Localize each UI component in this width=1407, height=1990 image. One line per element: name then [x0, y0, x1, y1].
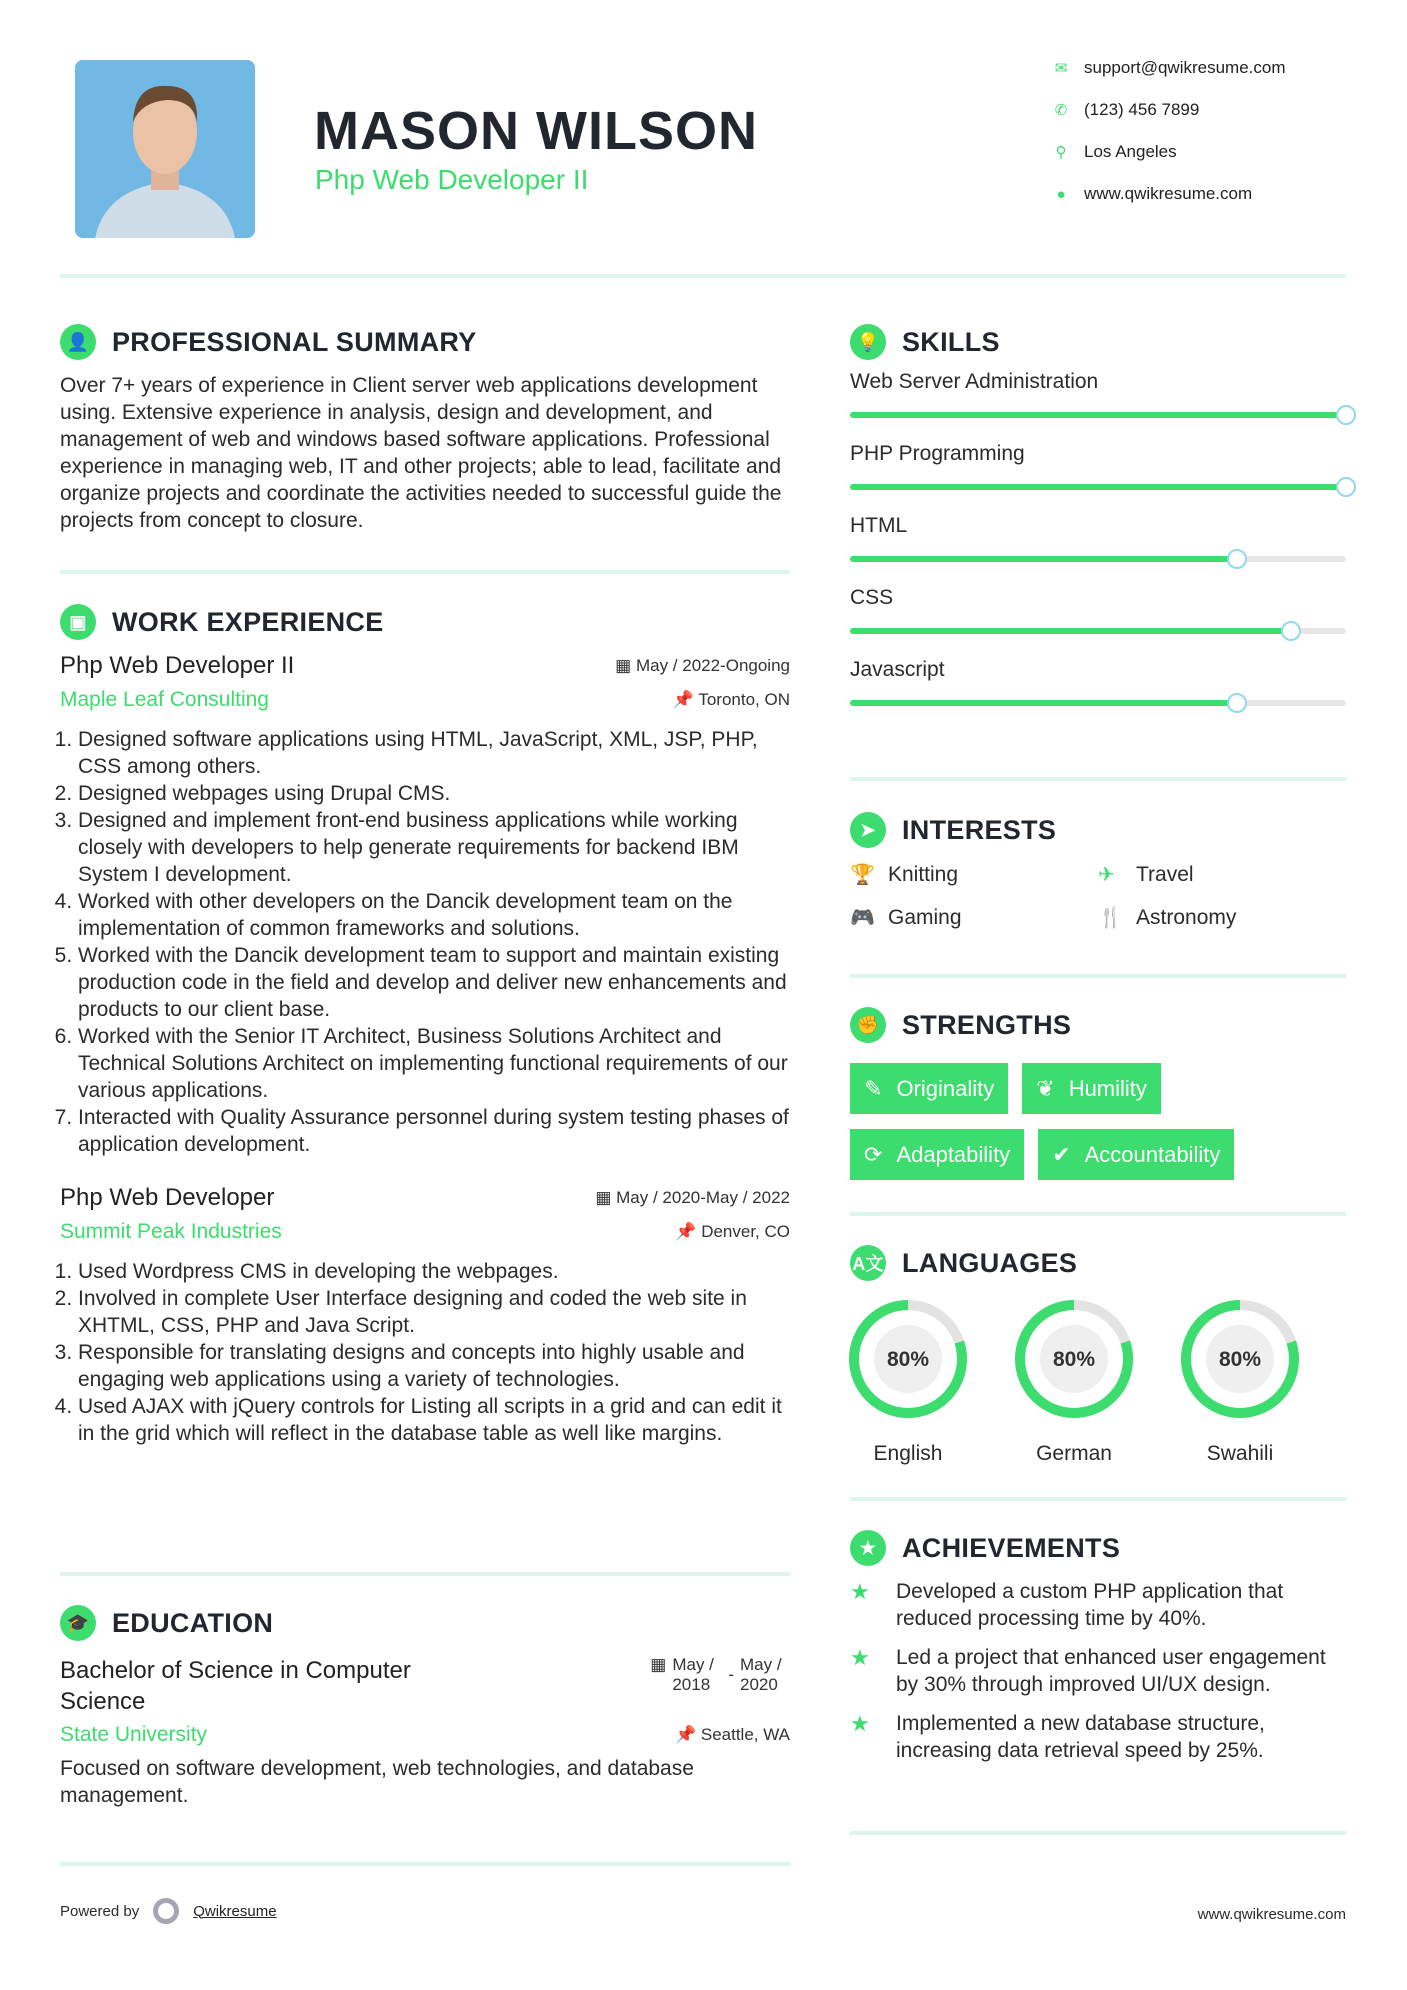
footer-powered	[60, 1898, 277, 1924]
education-heading-text: EDUCATION	[112, 1607, 274, 1638]
interest-item	[1098, 905, 1346, 930]
skill-item	[850, 586, 1346, 634]
list-item: 6. Worked with the Senior IT Architect, Business Solutions Architect and Technical Solutions Architect on implementing functional requirements of our various applications.	[78, 1023, 790, 1104]
paper-plane-icon: ➤	[850, 812, 886, 848]
divider	[60, 1572, 790, 1576]
skill-bar-knob	[1227, 549, 1247, 569]
leaf-icon: ❦	[1036, 1075, 1055, 1101]
language-item	[828, 1295, 988, 1466]
skill-name: HTML	[850, 514, 908, 537]
trophy-icon: 🏆	[850, 864, 875, 886]
language-ring	[1160, 1295, 1320, 1423]
lightbulb-icon: 💡	[850, 324, 886, 360]
contact-phone	[1052, 100, 1199, 120]
achievements-section	[850, 1530, 1346, 1764]
calendar-icon: ▦	[650, 1655, 667, 1674]
contact-location	[1052, 142, 1177, 162]
fist-icon: ✊	[850, 1007, 886, 1043]
language-percent: 80%	[1052, 1348, 1096, 1371]
globe-icon: ●	[1056, 185, 1066, 203]
gamepad-icon: 🎮	[850, 907, 875, 929]
divider	[850, 1831, 1346, 1835]
skill-name: PHP Programming	[850, 442, 1025, 465]
job-duties	[60, 1258, 790, 1447]
list-item: 1. Used Wordpress CMS in developing the webpages.	[78, 1258, 790, 1285]
star-icon: ★	[850, 1579, 870, 1604]
job-duties	[60, 726, 790, 1158]
skill-bar-fill	[850, 484, 1346, 490]
languages-heading	[850, 1245, 1346, 1281]
language-ring	[994, 1295, 1154, 1423]
language-name: Swahili	[1206, 1442, 1274, 1465]
skill-name: Web Server Administration	[850, 370, 1099, 393]
job-title: Php Web Developer II	[60, 652, 295, 679]
divider	[850, 1497, 1346, 1501]
education-end: May / 2020	[740, 1655, 782, 1694]
job-title: Php Web Developer	[60, 1184, 275, 1211]
skills-heading-text: SKILLS	[902, 326, 1000, 357]
degree-title: Bachelor of Science in Computer Science	[60, 1657, 411, 1715]
contact-email-text: support@qwikresume.com	[1084, 58, 1286, 77]
date-separator: -	[728, 1665, 734, 1684]
list-item: 2. Involved in complete User Interface designing and coded the web site in XHTML, CSS, PHP and Java Script.	[78, 1285, 790, 1339]
list-item: 3. Designed and implement front-end business applications while working closely with developers to help generate requirements for backend IBM System I development.	[78, 807, 790, 888]
pushpin-icon: 📌	[674, 1725, 701, 1744]
work-heading	[60, 604, 790, 640]
strength-badge	[850, 1129, 1024, 1180]
languages-section	[850, 1245, 1346, 1466]
interests-heading	[850, 812, 1346, 848]
divider	[850, 1212, 1346, 1216]
graduation-icon: 🎓	[60, 1605, 96, 1641]
divider	[850, 974, 1346, 978]
list-item: 4. Worked with other developers on the Dancik development team on the implementation of common frameworks and solutions.	[78, 888, 790, 942]
footer-website[interactable]: www.qwikresume.com	[1197, 1906, 1346, 1923]
list-item: 7. Interacted with Quality Assurance personnel during system testing phases of application development.	[78, 1104, 790, 1158]
translate-icon: A文	[850, 1245, 886, 1281]
skills-heading	[850, 324, 1346, 360]
calendar-icon: ▦	[595, 1188, 617, 1207]
strength-badge	[1022, 1063, 1161, 1114]
powered-by-text: Powered by	[60, 1902, 140, 1920]
divider	[60, 1862, 790, 1866]
star-badge-icon: ★	[850, 1530, 886, 1566]
strengths-heading	[850, 1007, 1346, 1043]
skill-bar-knob	[1336, 405, 1356, 425]
job-location	[673, 690, 790, 710]
school-name: State University	[60, 1723, 208, 1746]
achievement-item	[850, 1644, 1346, 1698]
qwikresume-logo-icon	[153, 1898, 179, 1924]
school-location	[675, 1725, 790, 1745]
languages-heading-text: LANGUAGES	[902, 1247, 1078, 1278]
strength-badge	[1038, 1129, 1234, 1180]
interest-item	[850, 862, 1098, 887]
profile-photo	[75, 60, 255, 238]
contact-phone-text: (123) 456 7899	[1084, 100, 1200, 119]
plane-icon: ✈	[1098, 864, 1115, 886]
contact-website-text: www.qwikresume.com	[1084, 184, 1253, 203]
interests-heading-text: INTERESTS	[902, 814, 1057, 845]
interest-label: Astronomy	[1136, 905, 1237, 929]
pencil-icon: ✎	[864, 1075, 883, 1101]
user-icon: 👤	[60, 324, 96, 360]
job-company: Summit Peak Industries	[60, 1220, 282, 1243]
skill-item	[850, 658, 1346, 706]
pushpin-icon: 📌	[675, 1222, 702, 1241]
job-date	[615, 656, 790, 676]
job-company: Maple Leaf Consulting	[60, 688, 269, 711]
education-dates	[650, 1655, 790, 1717]
list-item: 2. Designed webpages using Drupal CMS.	[78, 780, 790, 807]
job-date-text: May / 2022-Ongoing	[635, 656, 790, 675]
skill-name: CSS	[850, 586, 894, 609]
header-divider	[60, 274, 1346, 278]
list-item: 4. Used AJAX with jQuery controls for Listing all scripts in a grid and can edit it in the grid which will reflect in the database table as well like margins.	[78, 1393, 790, 1447]
map-pin-icon: ⚲	[1055, 144, 1067, 161]
language-percent: 80%	[886, 1348, 930, 1371]
divider	[850, 777, 1346, 781]
education-description: Focused on software development, web technologies, and database management.	[60, 1757, 694, 1807]
job-location-text: Toronto, ON	[698, 690, 790, 709]
skill-bar-fill	[850, 700, 1237, 706]
language-percent: 80%	[1218, 1348, 1262, 1371]
divider	[60, 570, 790, 574]
strengths-heading-text: STRENGTHS	[902, 1009, 1072, 1040]
language-item	[1160, 1295, 1320, 1466]
skill-bar-knob	[1336, 477, 1356, 497]
calendar-icon: ▦	[615, 656, 636, 675]
achievement-text: Implemented a new database structure, increasing data retrieval speed by 25%.	[896, 1712, 1265, 1762]
skill-bar	[850, 628, 1346, 634]
skill-item	[850, 442, 1346, 490]
candidate-title: Php Web Developer II	[315, 164, 589, 195]
skill-name: Javascript	[850, 658, 945, 681]
skill-bar	[850, 700, 1346, 706]
pushpin-icon: 📌	[672, 690, 699, 709]
skill-bar	[850, 484, 1346, 490]
utensils-icon: 🍴	[1098, 907, 1123, 929]
strength-badge	[850, 1063, 1008, 1114]
education-heading	[60, 1605, 790, 1641]
skill-bar-fill	[850, 556, 1237, 562]
candidate-name: MASON WILSON	[314, 101, 758, 161]
skill-bar	[850, 556, 1346, 562]
strength-label: Adaptability	[896, 1141, 1011, 1167]
language-name: English	[873, 1442, 943, 1465]
interest-item	[1098, 862, 1346, 887]
job-entry	[60, 652, 790, 1158]
star-icon: ★	[850, 1645, 870, 1670]
language-name: German	[1036, 1442, 1112, 1465]
education-start: May / 2018	[672, 1655, 714, 1694]
strength-label: Accountability	[1084, 1141, 1221, 1167]
skill-bar-fill	[850, 628, 1291, 634]
work-heading-text: WORK EXPERIENCE	[112, 606, 384, 637]
language-ring	[828, 1295, 988, 1423]
contact-email[interactable]	[1052, 58, 1286, 78]
interests-section	[850, 812, 1346, 930]
school-location-text: Seattle, WA	[700, 1725, 790, 1744]
phone-icon: ✆	[1054, 102, 1068, 119]
interest-label: Knitting	[888, 862, 959, 886]
achievements-heading-text: ACHIEVEMENTS	[902, 1532, 1121, 1563]
list-item: 1. Designed software applications using HTML, JavaScript, XML, JSP, PHP, CSS among others.	[78, 726, 790, 780]
job-location	[675, 1222, 790, 1242]
job-entry	[60, 1184, 790, 1447]
achievement-item	[850, 1578, 1346, 1632]
envelope-icon: ✉	[1054, 60, 1068, 77]
achievement-text: Developed a custom PHP application that reduced processing time by 40%.	[896, 1580, 1284, 1630]
skill-bar-knob	[1227, 693, 1247, 713]
skill-item	[850, 370, 1346, 418]
contact-location-text: Los Angeles	[1084, 142, 1177, 161]
interest-label: Travel	[1136, 862, 1194, 886]
strength-label: Humility	[1068, 1075, 1147, 1101]
summary-text: Over 7+ years of experience in Client server web applications development using. Extensive experience in analysis, design and development, and management of web and windows based software applications. Professional experience in managing web, IT and other projects; able to lead, facilitate and organize projects and coordinate the activities needed to successful guide the projects from concept to closure.	[60, 374, 782, 532]
contact-website[interactable]	[1052, 184, 1252, 204]
summary-heading-text: PROFESSIONAL SUMMARY	[112, 326, 477, 357]
skill-bar-fill	[850, 412, 1346, 418]
education-section	[60, 1605, 790, 1809]
skill-item	[850, 514, 1346, 562]
list-item: 5. Worked with the Dancik development team to support and maintain existing production code in the field and develop and deliver new enhancements and products to our client base.	[78, 942, 790, 1023]
strengths-section	[850, 1007, 1346, 1180]
interest-label: Gaming	[888, 905, 962, 929]
language-item	[994, 1295, 1154, 1466]
skill-bar	[850, 412, 1346, 418]
qwikresume-link[interactable]: Qwikresume	[193, 1902, 277, 1920]
job-date	[595, 1188, 790, 1208]
achievement-item	[850, 1710, 1346, 1764]
skills-section	[850, 324, 1346, 706]
job-location-text: Denver, CO	[701, 1222, 790, 1241]
strength-label: Originality	[896, 1075, 995, 1101]
list-item: 3. Responsible for translating designs and concepts into highly usable and engaging web applications using a variety of technologies.	[78, 1339, 790, 1393]
summary-heading	[60, 324, 790, 360]
left-column	[60, 324, 790, 1447]
skill-bar-knob	[1281, 621, 1301, 641]
briefcase-icon: ▣	[60, 604, 96, 640]
job-date-text: May / 2020-May / 2022	[616, 1188, 790, 1207]
check-circle-icon: ✔	[1052, 1141, 1071, 1167]
achievements-heading	[850, 1530, 1346, 1566]
refresh-icon: ⟳	[864, 1141, 883, 1167]
interest-item	[850, 905, 1098, 930]
star-icon: ★	[850, 1711, 870, 1736]
achievement-text: Led a project that enhanced user engagement by 30% through improved UI/UX design.	[896, 1646, 1326, 1696]
